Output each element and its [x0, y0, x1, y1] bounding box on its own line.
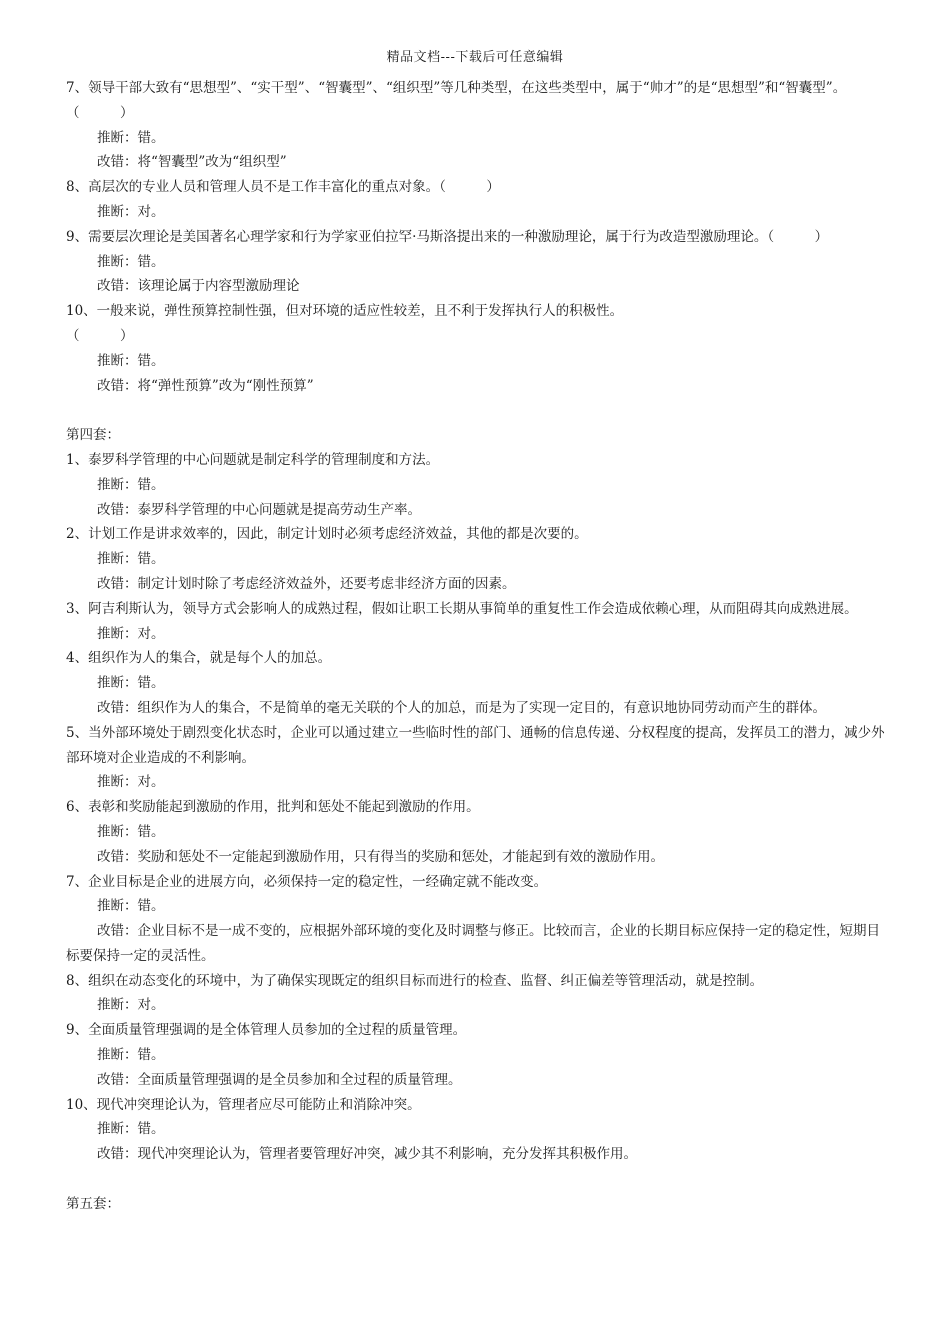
answer-line: 推断：对。 [97, 625, 165, 642]
answer-line: 改错：组织作为人的集合，不是简单的毫无关联的个人的加总，而是为了实现一定目的，有意识地协同劳动而产生的群体。 [97, 699, 826, 716]
answer-line: 改错：全面质量管理强调的是全员参加和全过程的质量管理。 [97, 1071, 462, 1088]
answer-line: 改错：将“智囊型”改为“组织型” [97, 154, 287, 171]
answer-line: 推断：错。 [97, 129, 165, 146]
text-line: 7、企业目标是企业的进展方向，必须保持一定的稳定性，一经确定就不能改变。 [66, 873, 548, 890]
spacer [66, 1167, 886, 1192]
answer-line: 推断：错。 [97, 675, 165, 692]
text-line: 8、组织在动态变化的环境中，为了确保实现既定的组织目标而进行的检查、监督、纠正偏差等管理活动，就是控制。 [66, 972, 764, 989]
answer-line: 推断：错。 [97, 898, 165, 915]
answer-line: 推断：错。 [97, 1047, 165, 1064]
answer-line: 改错：现代冲突理论认为，管理者要管理好冲突，减少其不利影响，充分发挥其积极作用。 [97, 1146, 637, 1163]
answer-line: 推断：错。 [97, 253, 165, 270]
answer-line: 推断：错。 [97, 551, 165, 568]
text-line: 9、需要层次理论是美国著名心理学家和行为学家亚伯拉罕·马斯洛提出来的一种激励理论，属于行为改造型激励理论。（ ） [66, 228, 829, 245]
text-line: 8、高层次的专业人员和管理人员不是工作丰富化的重点对象。（ ） [66, 179, 500, 196]
text-line: 4、组织作为人的集合，就是每个人的加总。 [66, 650, 332, 667]
text-line: 5、当外部环境处于剧烈变化状态时，企业可以通过建立一些临时性的部门、通畅的信息传递、分权程度的提高，发挥员工的潜力，减少外部环境对企业造成的不利影响。 [66, 724, 885, 766]
text-line: 10、一般来说，弹性预算控制性强，但对环境的适应性较差，且不利于发挥执行人的积极性。 [66, 303, 624, 320]
answer-line: 推断：对。 [97, 997, 165, 1014]
text-line: 7、领导干部大致有“思想型”、“实干型”、“智囊型”、“组织型”等几种类型，在这些类型中，属于“帅才”的是“思想型”和“智囊型”。（ ） [66, 80, 847, 121]
text-line: （ ） [66, 327, 134, 344]
answer-line: 推断：错。 [97, 476, 165, 493]
text-line: 第五套： [66, 1195, 120, 1212]
text-line: 3、阿吉利斯认为，领导方式会影响人的成熟过程，假如让职工长期从事简单的重复性工作会造成依赖心理，从而阻碍其向成熟进展。 [66, 600, 858, 617]
answer-line: 改错：企业目标不是一成不变的，应根据外部环境的变化及时调整与修正。比较而言，企业的长期目标应保持一定的稳定性，短期目标要保持一定的灵活性。 [66, 923, 880, 964]
text-line: 2、计划工作是讲求效率的，因此，制定计划时必须考虑经济效益，其他的都是次要的。 [66, 526, 588, 543]
answer-line: 推断：对。 [97, 774, 165, 791]
answer-line: 改错：奖励和惩处不一定能起到激励作用，只有得当的奖励和惩处，才能起到有效的激励作用。 [97, 848, 664, 865]
spacer [66, 398, 886, 423]
answer-line: 推断：错。 [97, 352, 165, 369]
text-line: 第四套： [66, 427, 120, 444]
text-line: 10、现代冲突理论认为，管理者应尽可能防止和消除冲突。 [66, 1096, 421, 1113]
text-line: 6、表彰和奖励能起到激励的作用，批判和惩处不能起到激励的作用。 [66, 799, 480, 816]
text-line: 1、泰罗科学管理的中心问题就是制定科学的管理制度和方法。 [66, 451, 440, 468]
answer-line: 推断：错。 [97, 1121, 165, 1138]
page-header: 精品文档---下载后可任意编辑 [386, 50, 564, 65]
text-line: 9、全面质量管理强调的是全体管理人员参加的全过程的质量管理。 [66, 1022, 467, 1039]
answer-line: 推断：错。 [97, 823, 165, 840]
answer-line: 推断：对。 [97, 203, 165, 220]
document-body [66, 76, 886, 1217]
answer-line: 改错：该理论属于内容型激励理论 [97, 278, 300, 295]
answer-line: 改错：制定计划时除了考虑经济效益外，还要考虑非经济方面的因素。 [97, 575, 516, 592]
answer-line: 改错：泰罗科学管理的中心问题就是提高劳动生产率。 [97, 501, 421, 518]
answer-line: 改错：将“弹性预算”改为“刚性预算” [97, 377, 314, 394]
